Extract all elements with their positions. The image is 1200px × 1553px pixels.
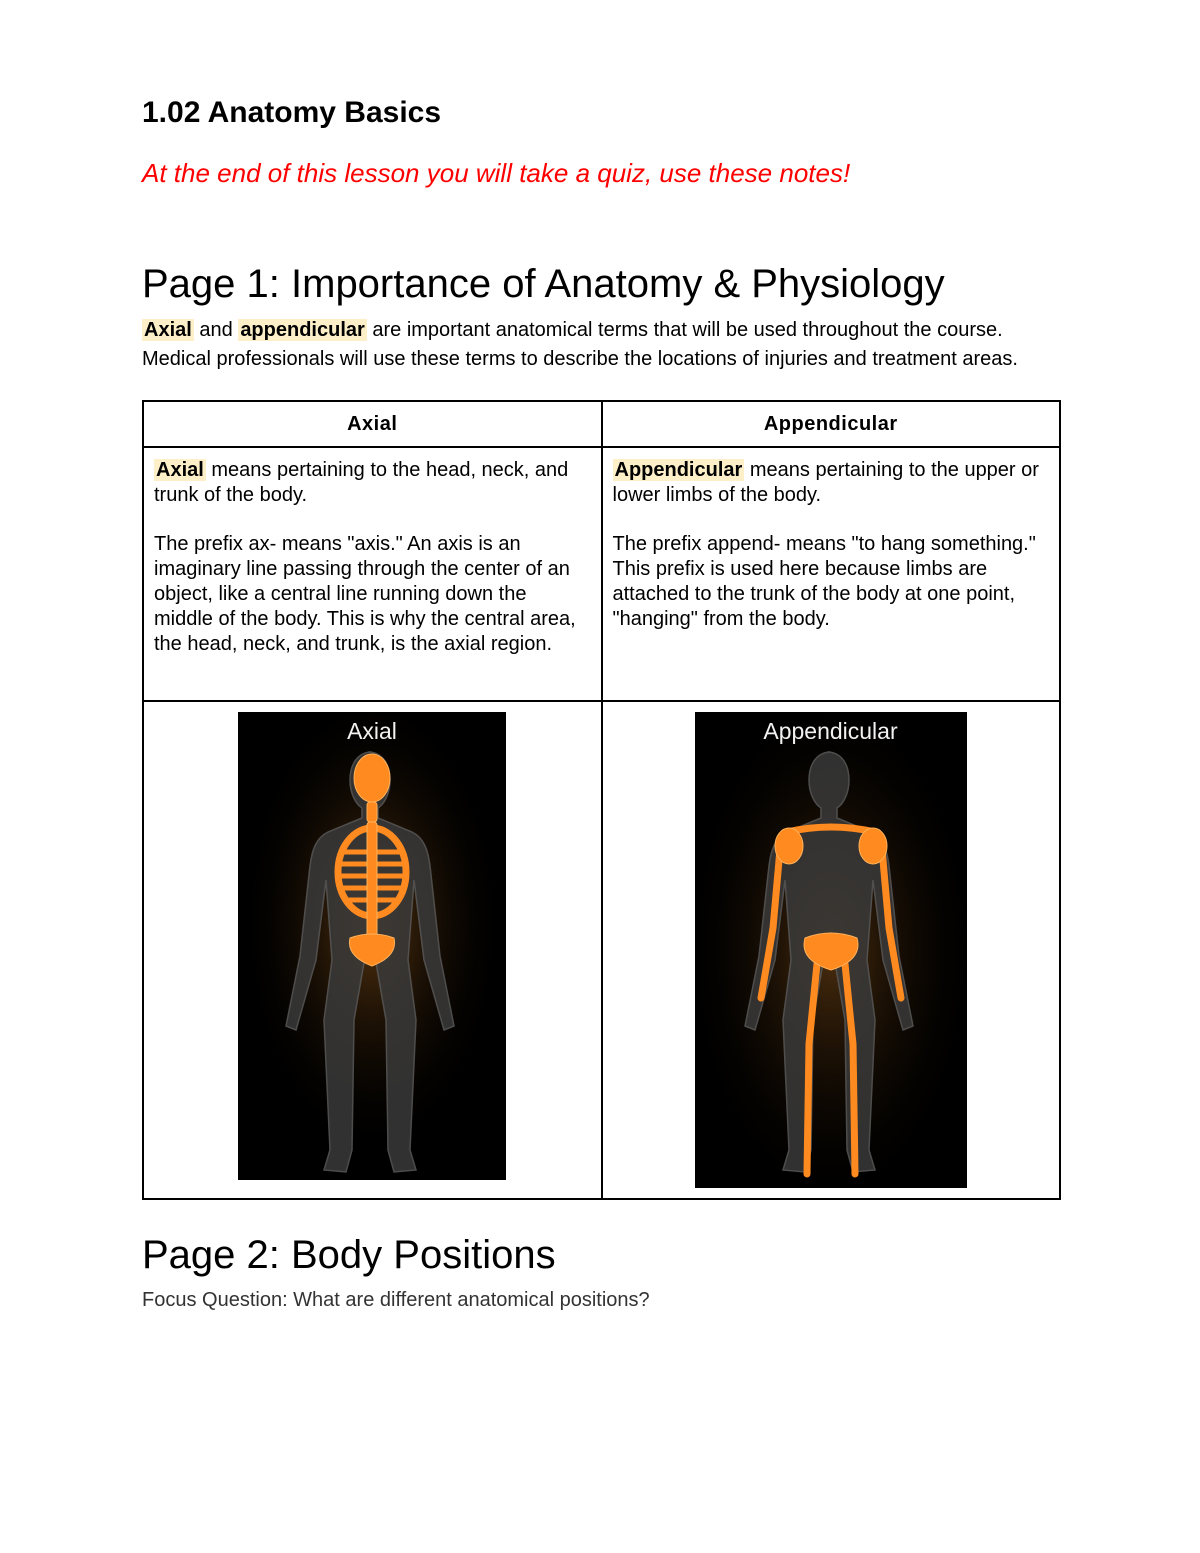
section-heading-page-2: Page 2: Body Positions [142, 1233, 556, 1277]
axial-skeleton-image [238, 712, 506, 1180]
axial-definition [154, 458, 591, 508]
axial-term: Axial [156, 459, 204, 481]
table-header-axial: Axial [143, 401, 602, 447]
highlight-appendicular: appendicular [240, 319, 365, 341]
appendicular-image-label: Appendicular [763, 718, 898, 744]
appendicular-skeleton-illustration [695, 712, 967, 1188]
comparison-table [142, 400, 1061, 1200]
intro-rest: are important anatomical terms that will be used throughout the course. Medical professionals will use these terms to describe the locations of injuries and treatment areas. [142, 319, 1018, 370]
appendicular-skeleton-image [695, 712, 967, 1188]
axial-skeleton-illustration [238, 712, 506, 1180]
appendicular-term: Appendicular [614, 459, 743, 481]
axial-image-cell [143, 701, 602, 1199]
document-title: 1.02 Anatomy Basics [142, 96, 442, 129]
axial-description-cell [143, 447, 602, 701]
appendicular-prefix-text: The prefix append- means "to hang something." This prefix is used here because limbs are attached to the trunk of the body at one point, "hanging" from the body. [612, 533, 1036, 630]
intro-joiner: and [199, 319, 233, 341]
appendicular-definition-text: means pertaining to the upper or lower limbs of the body. [612, 459, 1039, 506]
axial-image-label: Axial [347, 718, 397, 744]
axial-prefix-text: The prefix ax- means "axis." An axis is an imaginary line passing through the center of an object, like a central line running down the middle of the body. This is why the central area, the head, neck, and trunk, is the axial region. [154, 533, 576, 655]
axial-definition-text: means pertaining to the head, neck, and trunk of the body. [154, 459, 569, 506]
intro-paragraph [142, 316, 1042, 373]
focus-question: Focus Question: What are different anatomical positions? [142, 1289, 650, 1311]
appendicular-image-cell [602, 701, 1061, 1199]
appendicular-definition [613, 458, 1050, 508]
highlight-axial: Axial [144, 319, 192, 341]
section-heading-page-1: Page 1: Importance of Anatomy & Physiology [142, 262, 945, 306]
table-header-appendicular: Appendicular [602, 401, 1061, 447]
appendicular-description-cell [602, 447, 1061, 701]
quiz-notice: At the end of this lesson you will take a quiz, use these notes! [142, 158, 851, 188]
